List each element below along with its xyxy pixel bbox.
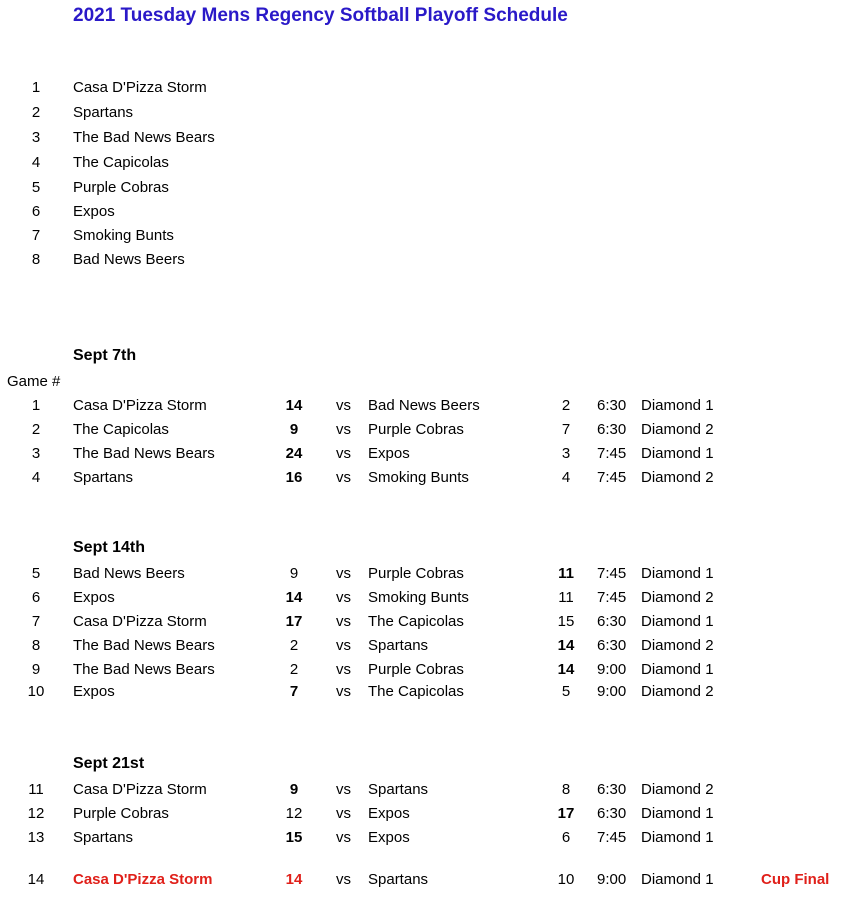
seed-row	[0, 77, 847, 99]
game-time: 6:30	[597, 781, 627, 798]
vs-label: vs	[336, 613, 351, 630]
game-number: 14	[27, 871, 45, 888]
vs-label: vs	[336, 637, 351, 654]
seed-team: Spartans	[73, 104, 134, 121]
team1-name: The Bad News Bears	[73, 637, 215, 654]
game-time: 7:45	[597, 589, 627, 606]
game-row	[0, 779, 847, 801]
team2-score: 8	[561, 781, 571, 798]
game-diamond: Diamond 2	[641, 421, 714, 438]
team1-name: The Capicolas	[73, 421, 169, 438]
vs-label: vs	[336, 589, 351, 606]
seed-row	[0, 127, 847, 149]
seed-row	[0, 102, 847, 124]
game-row	[0, 467, 847, 489]
team1-name: Expos	[73, 589, 115, 606]
team1-score: 2	[289, 661, 299, 678]
game-time: 6:30	[597, 613, 627, 630]
seed-number: 3	[31, 129, 41, 146]
team2-name: The Capicolas	[368, 683, 464, 700]
team1-score: 17	[285, 613, 303, 630]
seed-team: Smoking Bunts	[73, 227, 174, 244]
game-number: 3	[31, 445, 41, 462]
game-row	[0, 681, 847, 703]
seed-number: 8	[31, 251, 41, 268]
game-row	[0, 611, 847, 633]
team2-name: Bad News Beers	[368, 397, 480, 414]
game-diamond: Diamond 2	[641, 637, 714, 654]
seed-team: Purple Cobras	[73, 179, 169, 196]
game-row	[0, 659, 847, 681]
team1-name: Spartans	[73, 829, 134, 846]
team1-score: 14	[285, 589, 303, 606]
team2-name: Expos	[368, 805, 410, 822]
team2-name: Expos	[368, 445, 410, 462]
game-diamond: Diamond 1	[641, 661, 714, 678]
team1-name: Bad News Beers	[73, 565, 185, 582]
game-time: 7:45	[597, 469, 627, 486]
game-number: 8	[31, 637, 41, 654]
seed-number: 7	[31, 227, 41, 244]
final-game-row	[0, 869, 847, 891]
game-diamond: Diamond 2	[641, 683, 714, 700]
team2-score: 14	[557, 661, 575, 678]
team2-name: Smoking Bunts	[368, 589, 469, 606]
team1-name: The Bad News Bears	[73, 661, 215, 678]
game-time: 9:00	[597, 871, 627, 888]
team1-name: Casa D'Pizza Storm	[73, 397, 207, 414]
game-diamond: Diamond 1	[641, 565, 714, 582]
team2-score: 15	[557, 613, 575, 630]
game-number: 6	[31, 589, 41, 606]
game-time: 9:00	[597, 683, 627, 700]
team1-score: 24	[285, 445, 303, 462]
vs-label: vs	[336, 829, 351, 846]
team1-score: 9	[289, 565, 299, 582]
vs-label: vs	[336, 469, 351, 486]
seed-team: The Bad News Bears	[73, 129, 215, 146]
vs-label: vs	[336, 871, 351, 888]
game-number: 13	[27, 829, 45, 846]
team2-name: Purple Cobras	[368, 421, 464, 438]
team2-score: 6	[561, 829, 571, 846]
game-number: 4	[31, 469, 41, 486]
cup-final-label: Cup Final	[761, 871, 830, 888]
vs-label: vs	[336, 781, 351, 798]
vs-label: vs	[336, 421, 351, 438]
team2-score: 2	[561, 397, 571, 414]
team1-score: 12	[285, 805, 303, 822]
page-title: 2021 Tuesday Mens Regency Softball Playoff Schedule	[73, 5, 568, 26]
vs-label: vs	[336, 661, 351, 678]
seed-number: 2	[31, 104, 41, 121]
team1-score: 9	[289, 421, 299, 438]
team1-score: 14	[285, 397, 303, 414]
team1-name: Casa D'Pizza Storm	[73, 871, 213, 888]
week-heading: Sept 21st	[73, 755, 145, 772]
vs-label: vs	[336, 565, 351, 582]
team1-score: 2	[289, 637, 299, 654]
game-row	[0, 635, 847, 657]
seed-number: 5	[31, 179, 41, 196]
team1-score: 9	[289, 781, 299, 798]
vs-label: vs	[336, 683, 351, 700]
game-number: 5	[31, 565, 41, 582]
game-number: 12	[27, 805, 45, 822]
game-diamond: Diamond 1	[641, 397, 714, 414]
team2-name: Purple Cobras	[368, 565, 464, 582]
seed-row	[0, 177, 847, 199]
team2-score: 3	[561, 445, 571, 462]
vs-label: vs	[336, 805, 351, 822]
team2-score: 10	[557, 871, 575, 888]
team2-name: Expos	[368, 829, 410, 846]
game-time: 9:00	[597, 661, 627, 678]
week-heading: Sept 7th	[73, 347, 137, 364]
team2-score: 4	[561, 469, 571, 486]
team1-name: Spartans	[73, 469, 134, 486]
team2-score: 7	[561, 421, 571, 438]
seed-row	[0, 225, 847, 247]
game-diamond: Diamond 1	[641, 613, 714, 630]
seed-team: Bad News Beers	[73, 251, 185, 268]
team1-name: Expos	[73, 683, 115, 700]
game-diamond: Diamond 2	[641, 781, 714, 798]
game-number: 1	[31, 397, 41, 414]
seed-team: Expos	[73, 203, 115, 220]
game-diamond: Diamond 1	[641, 829, 714, 846]
team2-score: 11	[558, 589, 574, 606]
game-diamond: Diamond 2	[641, 589, 714, 606]
seed-number: 1	[31, 79, 41, 96]
seed-number: 4	[31, 154, 41, 171]
vs-label: vs	[336, 445, 351, 462]
game-row	[0, 443, 847, 465]
team1-score: 7	[289, 683, 299, 700]
game-number: 7	[31, 613, 41, 630]
seed-team: The Capicolas	[73, 154, 169, 171]
game-row	[0, 395, 847, 417]
team2-name: Spartans	[368, 871, 429, 888]
game-diamond: Diamond 1	[641, 445, 714, 462]
team1-name: Purple Cobras	[73, 805, 169, 822]
team1-name: Casa D'Pizza Storm	[73, 613, 207, 630]
game-row	[0, 803, 847, 825]
game-time: 6:30	[597, 805, 627, 822]
team2-score: 14	[557, 637, 575, 654]
game-number: 10	[27, 683, 45, 700]
game-time: 7:45	[597, 829, 627, 846]
team1-score: 16	[285, 469, 303, 486]
game-diamond: Diamond 1	[641, 871, 714, 888]
game-number: 11	[28, 781, 44, 798]
team2-name: Smoking Bunts	[368, 469, 469, 486]
game-row	[0, 563, 847, 585]
team2-score: 11	[558, 565, 574, 582]
game-time: 6:30	[597, 637, 627, 654]
game-number: 2	[31, 421, 41, 438]
team2-name: Spartans	[368, 781, 429, 798]
week-heading: Sept 14th	[73, 539, 146, 556]
seed-row	[0, 201, 847, 223]
team1-name: The Bad News Bears	[73, 445, 215, 462]
team2-name: Spartans	[368, 637, 429, 654]
seed-number: 6	[31, 203, 41, 220]
game-time: 7:45	[597, 445, 627, 462]
seed-row	[0, 249, 847, 271]
team1-score: 15	[285, 829, 303, 846]
team2-score: 17	[557, 805, 575, 822]
game-diamond: Diamond 1	[641, 805, 714, 822]
game-time: 7:45	[597, 565, 627, 582]
team2-name: The Capicolas	[368, 613, 464, 630]
team1-score: 14	[285, 871, 303, 888]
game-diamond: Diamond 2	[641, 469, 714, 486]
seed-row	[0, 152, 847, 174]
seed-team: Casa D'Pizza Storm	[73, 79, 207, 96]
game-time: 6:30	[597, 421, 627, 438]
team1-name: Casa D'Pizza Storm	[73, 781, 207, 798]
team2-name: Purple Cobras	[368, 661, 464, 678]
game-number-header: Game #	[7, 373, 61, 390]
team2-score: 5	[561, 683, 571, 700]
game-number: 9	[31, 661, 41, 678]
game-row	[0, 419, 847, 441]
vs-label: vs	[336, 397, 351, 414]
game-time: 6:30	[597, 397, 627, 414]
game-row	[0, 587, 847, 609]
game-row	[0, 827, 847, 849]
